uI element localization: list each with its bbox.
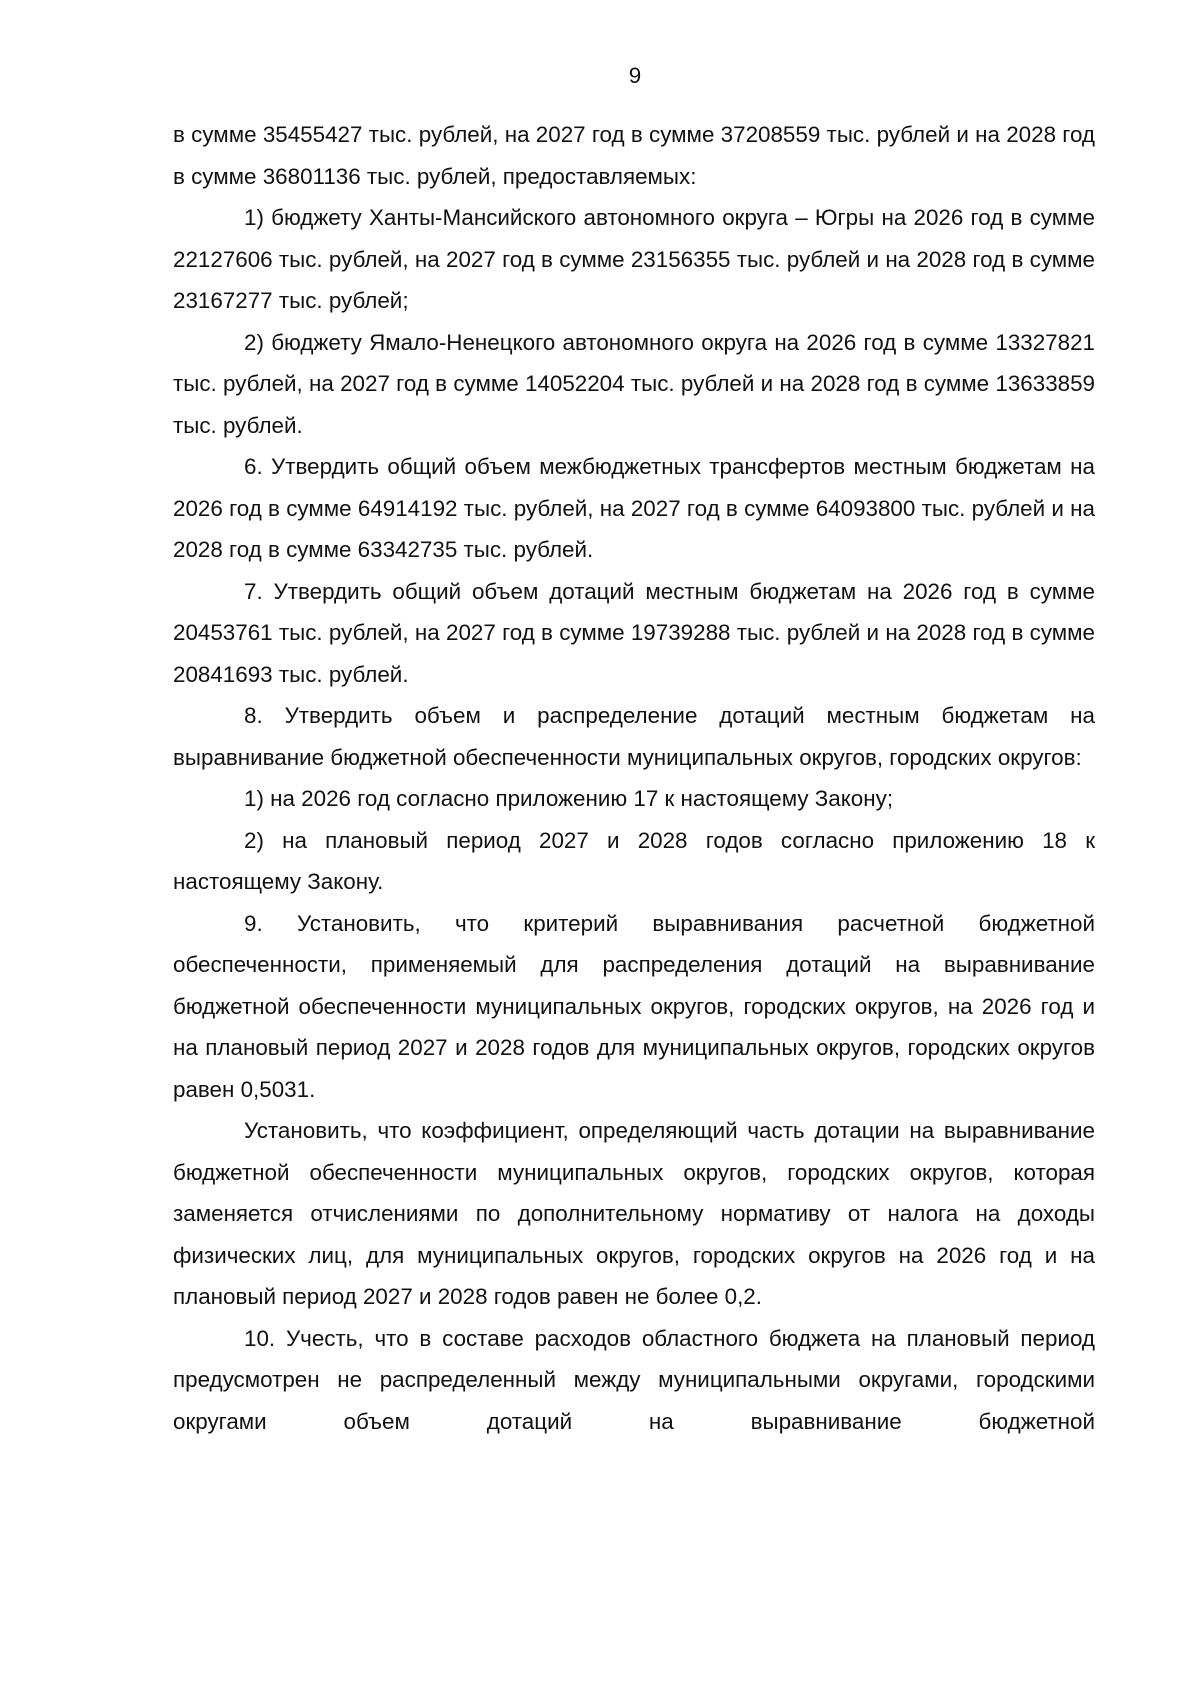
paragraph-clause-8: 8. Утвердить объем и распределение дотаций местным бюджетам на выравнивание бюджетной обеспеченности муниципальных округов, городских округов:	[173, 703, 1095, 770]
paragraph-clause-9-coefficient: Установить, что коэффициент, определяющий часть дотации на выравнивание бюджетной обеспеченности муниципальных округов, городских округов, которая заменяется отчислениями по дополнительному нормативу от налога на доходы физических лиц, для муниципальных округов, городских округов на 2026 год и на плановый период 2027 и 2028 годов равен не более 0,2.	[173, 1118, 1095, 1309]
paragraph-clause-8-item-2: 2) на плановый период 2027 и 2028 годов согласно приложению 18 к настоящему Закону.	[173, 827, 1095, 894]
paragraph-clause-6: 6. Утвердить общий объем межбюджетных трансфертов местным бюджетам на 2026 год в сумме 64914192 тыс. рублей, на 2027 год в сумме 64093800 тыс. рублей и на 2028 год в сумме 63342735 тыс. рублей.	[173, 454, 1095, 562]
paragraph-clause-7: 7. Утвердить общий объем дотаций местным бюджетам на 2026 год в сумме 20453761 тыс. рублей, на 2027 год в сумме 19739288 тыс. рублей и на 2028 год в сумме 20841693 тыс. рублей.	[173, 578, 1095, 687]
paragraph-item-khmao: 1) бюджету Ханты-Мансийского автономного округа – Югры на 2026 год в сумме 22127606 тыс. рублей, на 2027 год в сумме 23156355 тыс. рублей и на 2028 год в сумме 23167277 тыс. рублей;	[173, 205, 1095, 313]
page-number: 9	[628, 63, 642, 88]
paragraph-item-yanao: 2) бюджету Ямало-Ненецкого автономного округа на 2026 год в сумме 13327821 тыс. рублей, на 2027 год в сумме 14052204 тыс. рублей и на 2028 год в сумме 13633859 тыс. рублей.	[173, 329, 1095, 438]
paragraph-clause-10: 10. Учесть, что в составе расходов областного бюджета на плановый период предусмотрен не распределенный между муниципальными округами, городскими округами объем дотаций на выравнивание бюджетной	[173, 1325, 1095, 1434]
paragraph-clause-9: 9. Установить, что критерий выравнивания расчетной бюджетной обеспеченности, применяемый для распределения дотаций на выравнивание бюджетной обеспеченности муниципальных округов, городских округов, на 2026 год и на плановый период 2027 и 2028 годов для муниципальных округов, городских округов равен 0,5031.	[173, 910, 1095, 1102]
paragraph-continuation: в сумме 35455427 тыс. рублей, на 2027 год в сумме 37208559 тыс. рублей и на 2028 год в сумме 36801136 тыс. рублей, предоставляемых:	[173, 122, 1095, 189]
document-body	[173, 114, 1095, 1442]
paragraph-clause-8-item-1: 1) на 2026 год согласно приложению 17 к настоящему Закону;	[244, 786, 894, 811]
